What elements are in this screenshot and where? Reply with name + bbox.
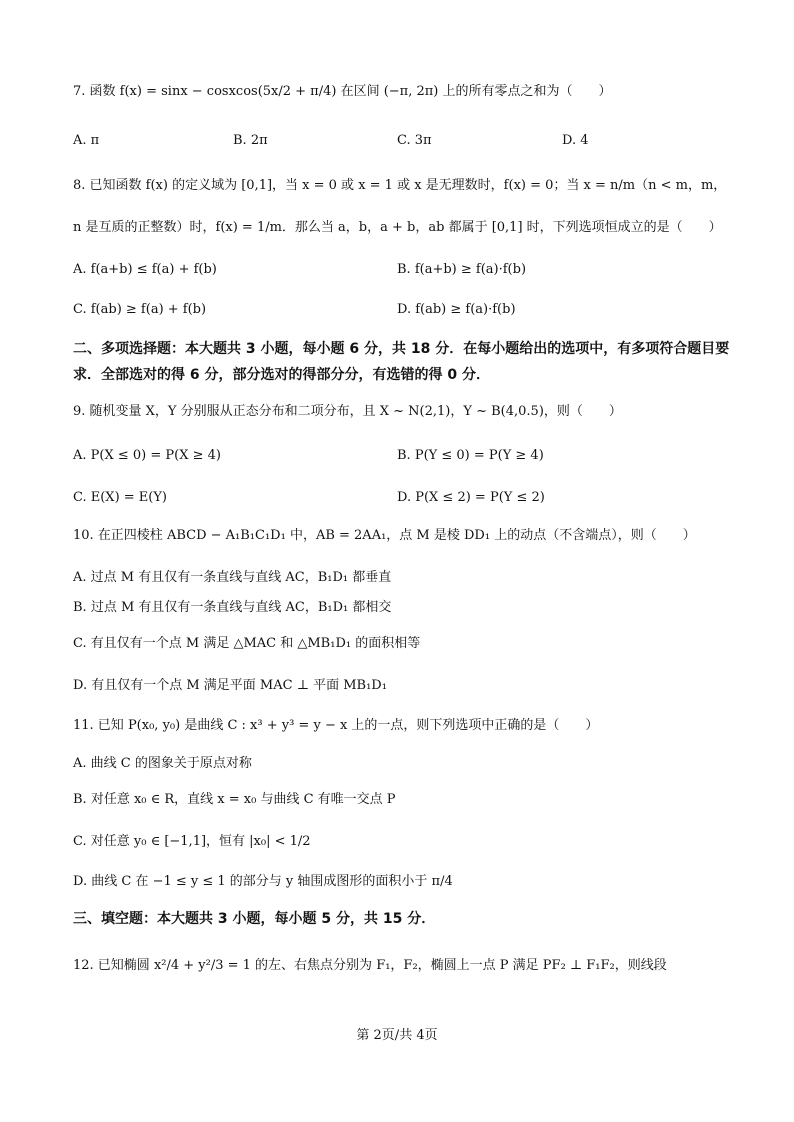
question-9-option-d: D. P(X ≤ 2) = P(Y ≤ 2)	[397, 490, 545, 505]
question-8-option-b: B. f(a+b) ≥ f(a)·f(b)	[397, 262, 527, 277]
question-8-option-d: D. f(ab) ≥ f(a)·f(b)	[397, 302, 516, 317]
question-10-option-c: C. 有且仅有一个点 M 满足 △MAC 和 △MB₁D₁ 的面积相等	[73, 636, 421, 651]
question-7-option-a: A. π	[73, 133, 100, 148]
question-9-option-b: B. P(Y ≤ 0) = P(Y ≥ 4)	[397, 448, 544, 463]
question-11-stem: 11. 已知 P(x₀, y₀) 是曲线 C : x³ + y³ = y − x 上的一点，则下列选项中正确的是（ ）	[73, 718, 599, 733]
section-multiple-choice-heading: 二、多项选择题：本大题共 3 小题，每小题 6 分，共 18 分．在每小题给出的选项中，有多项符合题目要求．全部选对的得 6 分，部分选对的得部分分，有选错的得 0 分．	[73, 341, 730, 383]
question-11-option-b: B. 对任意 x₀ ∈ R，直线 x = x₀ 与曲线 C 有唯一交点 P	[73, 792, 396, 807]
question-7-option-b: B. 2π	[233, 133, 268, 148]
question-11-option-a: A. 曲线 C 的图象关于原点对称	[73, 756, 252, 771]
question-7-option-d: D. 4	[562, 133, 589, 148]
question-8-option-a: A. f(a+b) ≤ f(a) + f(b)	[73, 262, 217, 277]
question-10-option-a: A. 过点 M 有且仅有一条直线与直线 AC，B₁D₁ 都垂直	[73, 570, 392, 585]
question-11-option-d: D. 曲线 C 在 −1 ≤ y ≤ 1 的部分与 y 轴围成图形的面积小于 π/4	[73, 874, 453, 889]
question-9-option-a: A. P(X ≤ 0) = P(X ≥ 4)	[73, 448, 221, 463]
question-8-stem-line2: n 是互质的正整数）时，f(x) = 1/m．那么当 a，b，a + b，ab 都属于 [0,1] 时，下列选项恒成立的是（ ）	[73, 220, 722, 235]
question-9-option-c: C. E(X) = E(Y)	[73, 490, 168, 505]
question-8-stem-line1: 8. 已知函数 f(x) 的定义域为 [0,1]，当 x = 0 或 x = 1 或 x 是无理数时，f(x) = 0；当 x = n/m（n < m，m，	[73, 178, 727, 193]
question-8-option-c: C. f(ab) ≥ f(a) + f(b)	[73, 302, 207, 317]
question-11-option-c: C. 对任意 y₀ ∈ [−1,1]，恒有 |x₀| < 1/2	[73, 834, 311, 849]
section-fill-in-heading: 三、填空题：本大题共 3 小题，每小题 5 分，共 15 分．	[73, 911, 436, 927]
page-footer: 第 2页/共 4页	[356, 1028, 438, 1043]
question-12-stem: 12. 已知椭圆 x²/4 + y²/3 = 1 的左、右焦点分别为 F₁，F₂，椭圆上一点 P 满足 PF₂ ⊥ F₁F₂，则线段	[73, 958, 667, 973]
question-10-option-d: D. 有且仅有一个点 M 满足平面 MAC ⊥ 平面 MB₁D₁	[73, 678, 387, 693]
question-10-stem: 10. 在正四棱柱 ABCD − A₁B₁C₁D₁ 中，AB = 2AA₁，点 M 是棱 DD₁ 上的动点（不含端点），则（ ）	[73, 528, 696, 543]
question-10-option-b: B. 过点 M 有且仅有一条直线与直线 AC，B₁D₁ 都相交	[73, 600, 392, 615]
question-9-stem: 9. 随机变量 X，Y 分别服从正态分布和二项分布，且 X ~ N(2,1)，Y ~ B(4,0.5)，则（ ）	[73, 404, 622, 419]
question-7-option-c: C. 3π	[397, 133, 432, 148]
question-7-stem: 7. 函数 f(x) = sinx − cosxcos(5x/2 + π/4) 在区间 (−π, 2π) 上的所有零点之和为（ ）	[73, 84, 612, 99]
